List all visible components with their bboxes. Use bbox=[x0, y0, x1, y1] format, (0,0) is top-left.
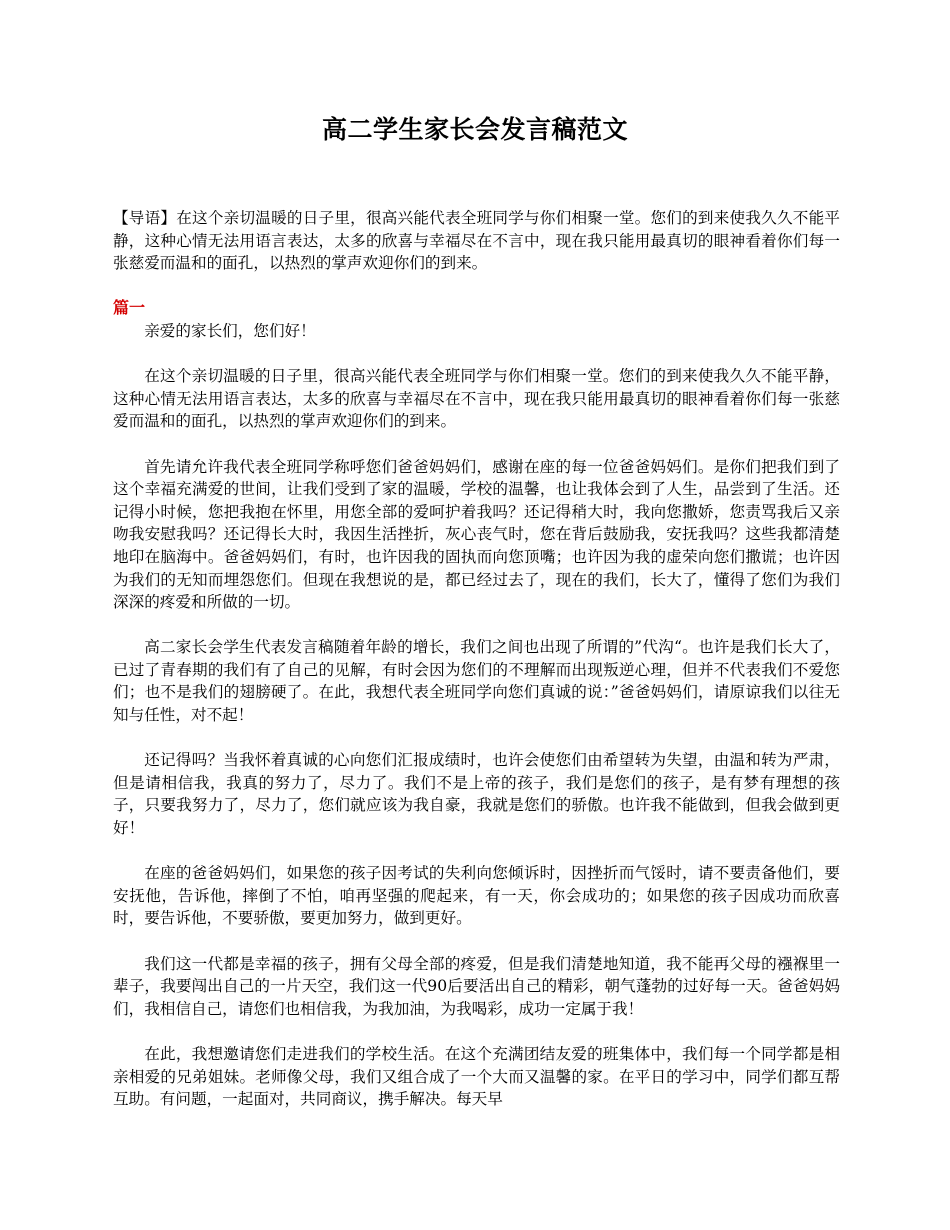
body-paragraph: 首先请允许我代表全班同学称呼您们爸爸妈妈们，感谢在座的每一位爸爸妈妈们。是你们把我们到了这个幸福充满爱的世间，让我们受到了家的温暖，学校的温馨，也让我体会到了人生，品尝到了生活。还记得小时候，您把我抱在怀里，用您全部的爱呵护着我吗？还记得稍大时，我向您撒娇，您责骂我后又亲吻我安慰我吗？还记得长大时，我因生活挫折，灰心丧气时，您在背后鼓励我，安抚我吗？这些我都清楚地印在脑海中。爸爸妈妈们，有时，也许因我的固执而向您顶嘴；也许因为我的虚荣向您们撒谎；也许因为我们的无知而埋怨您们。但现在我想说的是，都已经过去了，现在的我们，长大了，懂得了您们为我们深深的疼爱和所做的一切。 bbox=[113, 457, 840, 612]
document-title: 高二学生家长会发言稿范文 bbox=[321, 115, 628, 144]
body-paragraph: 高二家长会学生代表发言稿随着年龄的增长，我们之间也出现了所谓的”代沟“。也许是我们长大了，已过了青春期的我们有了自己的见解，有时会因为您们的不理解而出现叛逆心理，但并不代表我们不爱您们；也不是我们的翅膀硬了。在此，我想代表全班同学向您们真诚的说：”爸爸妈妈们，请原谅我们以往无知与任性，对不起！ bbox=[113, 638, 840, 725]
greeting-line: 亲爱的家长们，您们好！ bbox=[144, 321, 316, 340]
body-paragraph: 在这个亲切温暖的日子里，很高兴能代表全班同学与你们相聚一堂。您们的到来使我久久不能平静，这种心情无法用语言表达，太多的欣喜与幸福尽在不言中，现在我只能用最真切的眼神看着你们每一张慈爱而温和的面孔，以热烈的掌声欢迎你们的到来。 bbox=[113, 367, 840, 431]
body-paragraph: 还记得吗？当我怀着真诚的心向您们汇报成绩时，也许会使您们由希望转为失望，由温和转为严肃，但是请相信我，我真的努力了，尽力了。我们不是上帝的孩子，我们是您们的孩子，是有梦有理想的孩子，只要我努力了，尽力了，您们就应该为我自豪，我就是您们的骄傲。也许我不能做到，但我会做到更好！ bbox=[113, 751, 840, 838]
body-paragraph: 在此，我想邀请您们走进我们的学校生活。在这个充满团结友爱的班集体中，我们每一个同学都是相亲相爱的兄弟姐妹。老师像父母，我们又组合成了一个大而又温馨的家。在平日的学习中，同学们都互帮互助。有问题，一起面对，共同商议，携手解决。每天早 bbox=[113, 1044, 840, 1109]
intro-paragraph: 【导语】在这个亲切温暖的日子里，很高兴能代表全班同学与你们相聚一堂。您们的到来使我久久不能平静，这种心情无法用语言表达，太多的欣喜与幸福尽在不言中，现在我只能用最真切的眼神看着你们每一张慈爱而温和的面孔，以热烈的掌声欢迎你们的到来。 bbox=[113, 209, 840, 273]
document-body bbox=[113, 207, 840, 1133]
body-paragraph: 在座的爸爸妈妈们，如果您的孩子因考试的失利向您倾诉时，因挫折而气馁时，请不要责备他们，要安抚他，告诉他，摔倒了不怕，咱再坚强的爬起来，有一天，你会成功的；如果您的孩子因成功而欣喜时，要告诉他，不要骄傲，要更加努力，做到更好。 bbox=[113, 864, 840, 928]
body-paragraph: 我们这一代都是幸福的孩子，拥有父母全部的疼爱，但是我们清楚地知道，我不能再父母的襁褓里一辈子，我要闯出自己的一片天空，我们这一代90后要活出自己的精彩，朝气蓬勃的过好每一天。爸爸妈妈们，我相信自己，请您们也相信我，为我加油，为我喝彩，成功一定属于我！ bbox=[113, 954, 840, 1018]
section-heading: 篇一 bbox=[113, 298, 146, 318]
